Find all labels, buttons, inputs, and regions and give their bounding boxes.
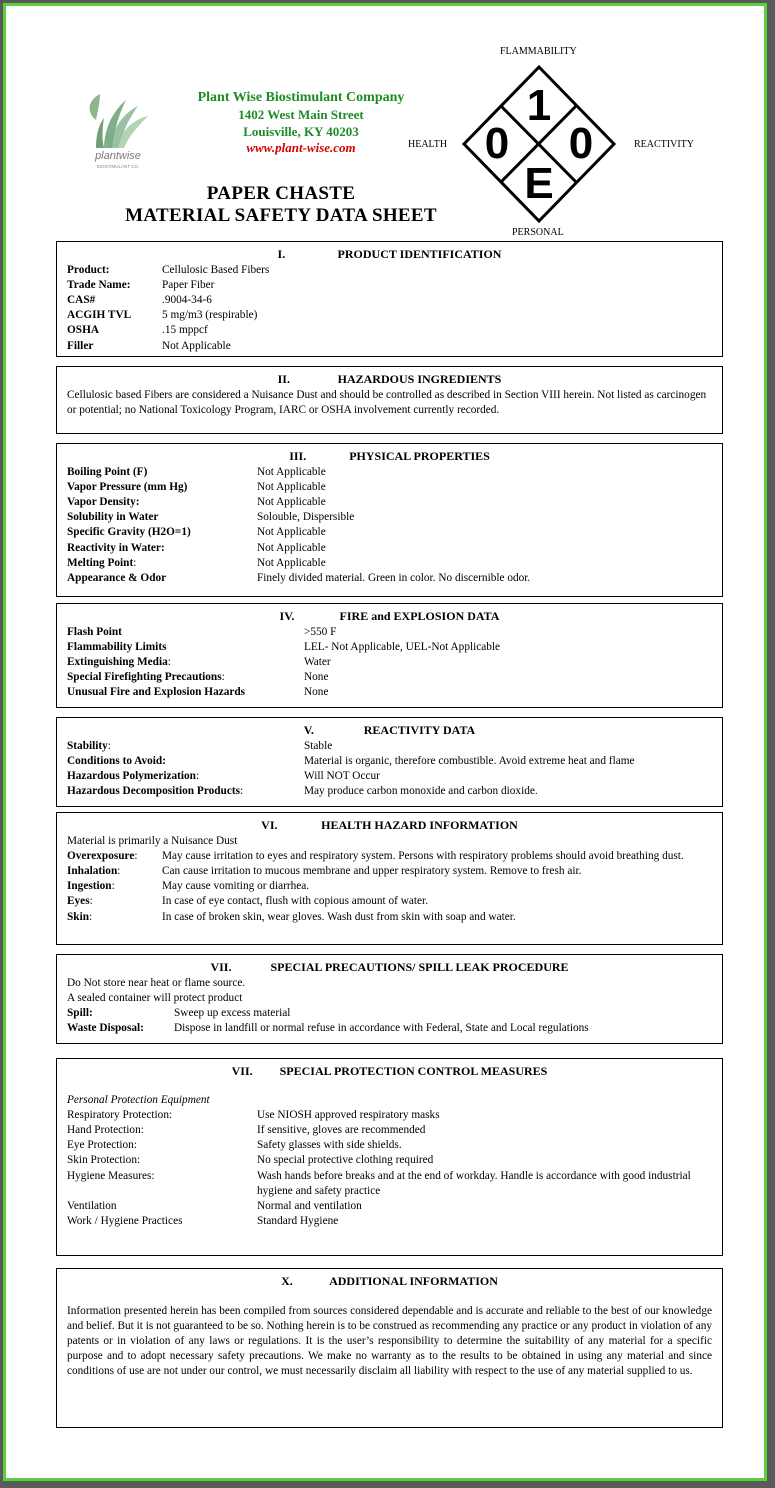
section-title: ADDITIONAL INFORMATION	[329, 1274, 498, 1288]
row-value: Cellulosic Based Fibers	[162, 264, 270, 277]
table-row	[67, 1153, 712, 1168]
section-heading	[67, 449, 712, 464]
row-value: May cause irritation to eyes and respiratory system. Persons with respiratory problems should avoid breathing dust.	[162, 850, 684, 863]
row-label-suffix: :	[134, 850, 138, 863]
row-label: Eyes	[67, 895, 90, 908]
row-label: Filler	[67, 339, 94, 352]
row-label-suffix: :	[111, 880, 115, 893]
section-number: V.	[303, 723, 314, 737]
table-row	[67, 1108, 712, 1123]
section-hazardous-ingredients	[56, 366, 723, 434]
section-additional-information	[56, 1268, 723, 1428]
row-value: Not Applicable	[257, 526, 326, 539]
nfpa-health-value: 0	[484, 119, 510, 168]
row-value: Material is organic, therefore combustible. Avoid extreme heat and flame	[304, 755, 635, 768]
row-value: No special protective clothing required	[257, 1154, 434, 1167]
table-row	[67, 278, 712, 293]
nfpa-flammability-value: 1	[526, 81, 552, 130]
row-label-suffix: :	[117, 865, 121, 878]
section-title: PHYSICAL PROPERTIES	[349, 449, 490, 463]
row-value: Not Applicable	[257, 496, 326, 509]
section-title: PRODUCT IDENTIFICATION	[337, 247, 502, 261]
table-row	[67, 655, 712, 670]
row-label: Melting Point	[67, 556, 134, 569]
row-label-suffix: :	[133, 556, 137, 569]
row-value: Not Applicable	[257, 481, 326, 494]
row-value: Solouble, Dispersible	[257, 511, 355, 524]
nfpa-personal-value: E	[524, 159, 554, 208]
section-subtitle: Personal Protection Equipment	[67, 1094, 210, 1107]
row-label: Reactivity in Water:	[67, 541, 165, 554]
row-value: LEL- Not Applicable, UEL-Not Applicable	[304, 641, 501, 654]
section-number: IV.	[279, 609, 295, 623]
row-value: >550 F	[304, 626, 337, 639]
table-row	[67, 864, 712, 879]
precaution-line: A sealed container will protect product	[67, 992, 243, 1005]
row-label: Solubility in Water	[67, 511, 159, 524]
row-label: Special Firefighting Precautions	[67, 671, 222, 684]
nfpa-reactivity-value: 0	[568, 119, 594, 168]
row-value: In case of broken skin, wear gloves. Wash dust from skin with soap and water.	[162, 910, 516, 923]
table-row	[67, 640, 712, 655]
section-number: X.	[281, 1274, 293, 1288]
row-label: Respiratory Protection:	[67, 1109, 173, 1122]
row-label: Boiling Point (F)	[67, 466, 148, 479]
section-fire-explosion-data	[56, 603, 723, 708]
table-row	[67, 293, 712, 308]
table-row	[67, 465, 712, 480]
company-info	[166, 89, 436, 156]
section-title: REACTIVITY DATA	[363, 723, 476, 737]
row-value: Wash hands before breaks and at the end of workday. Handle is accordance with good industrial hygiene and safety practice	[257, 1169, 691, 1197]
section-heading	[67, 818, 712, 833]
row-value: Safety glasses with side shields.	[257, 1139, 402, 1152]
row-label: Ingestion	[67, 880, 112, 893]
row-label: Stability	[67, 740, 108, 753]
section-title: SPECIAL PROTECTION CONTROL MEASURES	[279, 1064, 548, 1078]
table-row	[67, 849, 712, 864]
row-label: Hazardous Polymerization	[67, 770, 196, 783]
row-value: Can cause irritation to mucous membrane and upper respiratory system. Remove to fresh air.	[162, 865, 582, 878]
row-value: Not Applicable	[162, 339, 231, 352]
section-number: I.	[277, 247, 286, 261]
section-special-precautions	[56, 954, 723, 1044]
table-row	[67, 879, 712, 894]
title-line-1: PAPER CHASTE	[206, 183, 356, 204]
row-label: Inhalation	[67, 865, 118, 878]
row-label: Vapor Density:	[67, 496, 140, 509]
table-row	[67, 1214, 712, 1229]
section-number: II.	[277, 372, 290, 386]
table-row	[67, 1123, 712, 1138]
row-label: Skin	[67, 910, 89, 923]
row-value: Not Applicable	[257, 541, 326, 554]
row-value: Standard Hygiene	[257, 1214, 339, 1227]
row-label: Conditions to Avoid:	[67, 755, 166, 768]
row-label: Flammability Limits	[67, 641, 167, 654]
plantwise-logo-icon	[78, 86, 158, 176]
row-label: Specific Gravity (H2O=1)	[67, 526, 191, 539]
row-label-suffix: :	[221, 671, 225, 684]
row-value: .9004-34-6	[162, 294, 212, 307]
row-label: ACGIH TVL	[67, 309, 132, 322]
section-title: HAZARDOUS INGREDIENTS	[337, 372, 502, 386]
section-protection-measures	[56, 1058, 723, 1256]
row-value: May produce carbon monoxide and carbon dioxide.	[304, 785, 538, 798]
table-row	[67, 263, 712, 278]
row-label: Spill:	[67, 1007, 93, 1020]
table-row	[67, 685, 712, 700]
row-label-suffix: :	[89, 910, 93, 923]
row-label: Eye Protection:	[67, 1139, 137, 1152]
section-title: HEALTH HAZARD INFORMATION	[321, 818, 518, 832]
table-row	[67, 670, 712, 685]
section-heading	[67, 609, 712, 624]
row-value: None	[304, 671, 329, 684]
row-label: Appearance & Odor	[67, 571, 167, 584]
table-row	[67, 1169, 712, 1199]
table-row	[67, 480, 712, 495]
table-row	[67, 910, 712, 925]
row-value: May cause vomiting or diarrhea.	[162, 880, 310, 893]
section-text: Information presented herein has been compiled from sources considered dependable and is accurate and reliable to the best of our knowledge and belief. But it is not guaranteed to be so. Nothing herein is to be construed as recommending any practice or any product in violation of any patents or in violation of any laws or regulations. It is the user’s responsibility to determine the suitability of any material for a specific purpose and to adopt necessary safety precautions. We make no warranty as to the results to be obtained in using any material and since conditions of use are not under our control, we must necessarily disclaim all liability with respect to the use of any material supplied to us.	[67, 1305, 713, 1378]
section-health-hazard	[56, 812, 723, 945]
flammability-label: FLAMMABILITY	[500, 46, 577, 57]
table-row	[67, 1199, 712, 1214]
row-label-suffix: :	[89, 895, 93, 908]
logo-subtext: BIOSTIMULANT CO.	[96, 164, 140, 169]
row-label: Hygiene Measures:	[67, 1169, 155, 1182]
section-text: Cellulosic based Fibers are considered a Nuisance Dust and should be controlled as described in Section VIII herein. Not listed as carcinogen or potential; no National Toxicology Program, IARC or OSHA involvement currently recorded.	[67, 389, 707, 417]
table-row	[67, 571, 712, 586]
table-row	[67, 769, 712, 784]
row-label-suffix: :	[195, 770, 200, 783]
company-address-1: 1402 West Main Street	[238, 107, 364, 122]
row-label: Hand Protection:	[67, 1124, 144, 1137]
row-value: Will NOT Occur	[304, 770, 380, 783]
section-number: III.	[289, 449, 307, 463]
company-logo	[78, 86, 158, 176]
row-value: Not Applicable	[257, 466, 326, 479]
row-label: Ventilation	[67, 1199, 117, 1212]
table-row	[67, 339, 712, 354]
personal-label: PERSONAL	[512, 227, 564, 238]
section-number: VII.	[231, 1064, 253, 1078]
table-row	[67, 1138, 712, 1153]
table-row	[67, 308, 712, 323]
section-intro: Material is primarily a Nuisance Dust	[67, 835, 238, 848]
table-row	[67, 625, 712, 640]
logo-text: plantwise	[95, 150, 141, 162]
row-value: Sweep up excess material	[174, 1007, 291, 1020]
table-row	[67, 556, 712, 571]
row-label: CAS#	[67, 294, 96, 307]
row-value: Paper Fiber	[162, 279, 215, 292]
row-label: Waste Disposal:	[67, 1022, 144, 1035]
table-row	[67, 754, 712, 769]
row-value: None	[304, 686, 329, 699]
health-label: HEALTH	[408, 139, 448, 150]
section-number: VI.	[261, 818, 278, 832]
row-value: In case of eye contact, flush with copious amount of water.	[162, 895, 429, 908]
company-address-2: Louisville, KY 40203	[243, 124, 359, 139]
section-number: VII.	[210, 960, 232, 974]
document-title	[96, 183, 466, 227]
row-label-suffix: :	[167, 656, 171, 669]
section-heading	[67, 1274, 712, 1289]
row-label: OSHA	[67, 324, 100, 337]
table-row	[67, 510, 712, 525]
row-label: Flash Point	[67, 626, 122, 639]
section-heading	[67, 1064, 712, 1079]
row-value: Finely divided material. Green in color. No discernible odor.	[257, 571, 531, 584]
section-heading	[67, 247, 712, 262]
row-label: Overexposure	[67, 850, 135, 863]
table-row	[67, 541, 712, 556]
title-line-2: MATERIAL SAFETY DATA SHEET	[125, 205, 437, 226]
reactivity-label: REACTIVITY	[634, 139, 694, 150]
row-value: Use NIOSH approved respiratory masks	[257, 1109, 440, 1122]
company-url[interactable]: www.plant-wise.com	[246, 140, 356, 155]
table-row	[67, 525, 712, 540]
row-value: Dispose in landfill or normal refuse in accordance with Federal, State and Local regulations	[174, 1022, 589, 1035]
row-label-suffix: :	[107, 740, 111, 753]
section-title: FIRE and EXPLOSION DATA	[339, 609, 500, 623]
table-row	[67, 739, 712, 754]
section-physical-properties	[56, 443, 723, 597]
section-title: SPECIAL PRECAUTIONS/ SPILL LEAK PROCEDURE	[270, 960, 569, 974]
section-reactivity-data	[56, 717, 723, 807]
table-row	[67, 894, 712, 909]
table-row	[67, 1006, 712, 1021]
table-row	[67, 323, 712, 338]
row-label: Unusual Fire and Explosion Hazards	[67, 686, 246, 699]
precaution-line: Do Not store near heat or flame source.	[67, 977, 246, 990]
row-label: Hazardous Decomposition Products	[67, 785, 241, 798]
row-value: 5 mg/m3 (respirable)	[162, 309, 258, 322]
table-row	[67, 1021, 712, 1036]
row-label-suffix: :	[240, 785, 244, 798]
section-product-identification	[56, 241, 723, 357]
nfpa-diamond	[461, 64, 617, 224]
section-heading	[67, 960, 712, 975]
company-name: Plant Wise Biostimulant Company	[197, 90, 405, 105]
row-label: Skin Protection:	[67, 1154, 141, 1167]
row-label: Work / Hygiene Practices	[67, 1214, 183, 1227]
row-value: Water	[304, 656, 331, 669]
row-label: Trade Name:	[67, 279, 131, 292]
row-label: Product:	[67, 264, 110, 277]
row-value: .15 mppcf	[162, 324, 208, 337]
section-heading	[67, 372, 712, 387]
row-label: Extinguishing Media	[67, 656, 168, 669]
row-value: Not Applicable	[257, 556, 326, 569]
row-label: Vapor Pressure (mm Hg)	[67, 481, 188, 494]
section-heading	[67, 723, 712, 738]
table-row	[67, 784, 712, 799]
row-value: If sensitive, gloves are recommended	[257, 1124, 426, 1137]
row-value: Normal and ventilation	[257, 1199, 362, 1212]
row-value: Stable	[304, 740, 333, 753]
document-frame	[3, 3, 767, 1481]
table-row	[67, 495, 712, 510]
